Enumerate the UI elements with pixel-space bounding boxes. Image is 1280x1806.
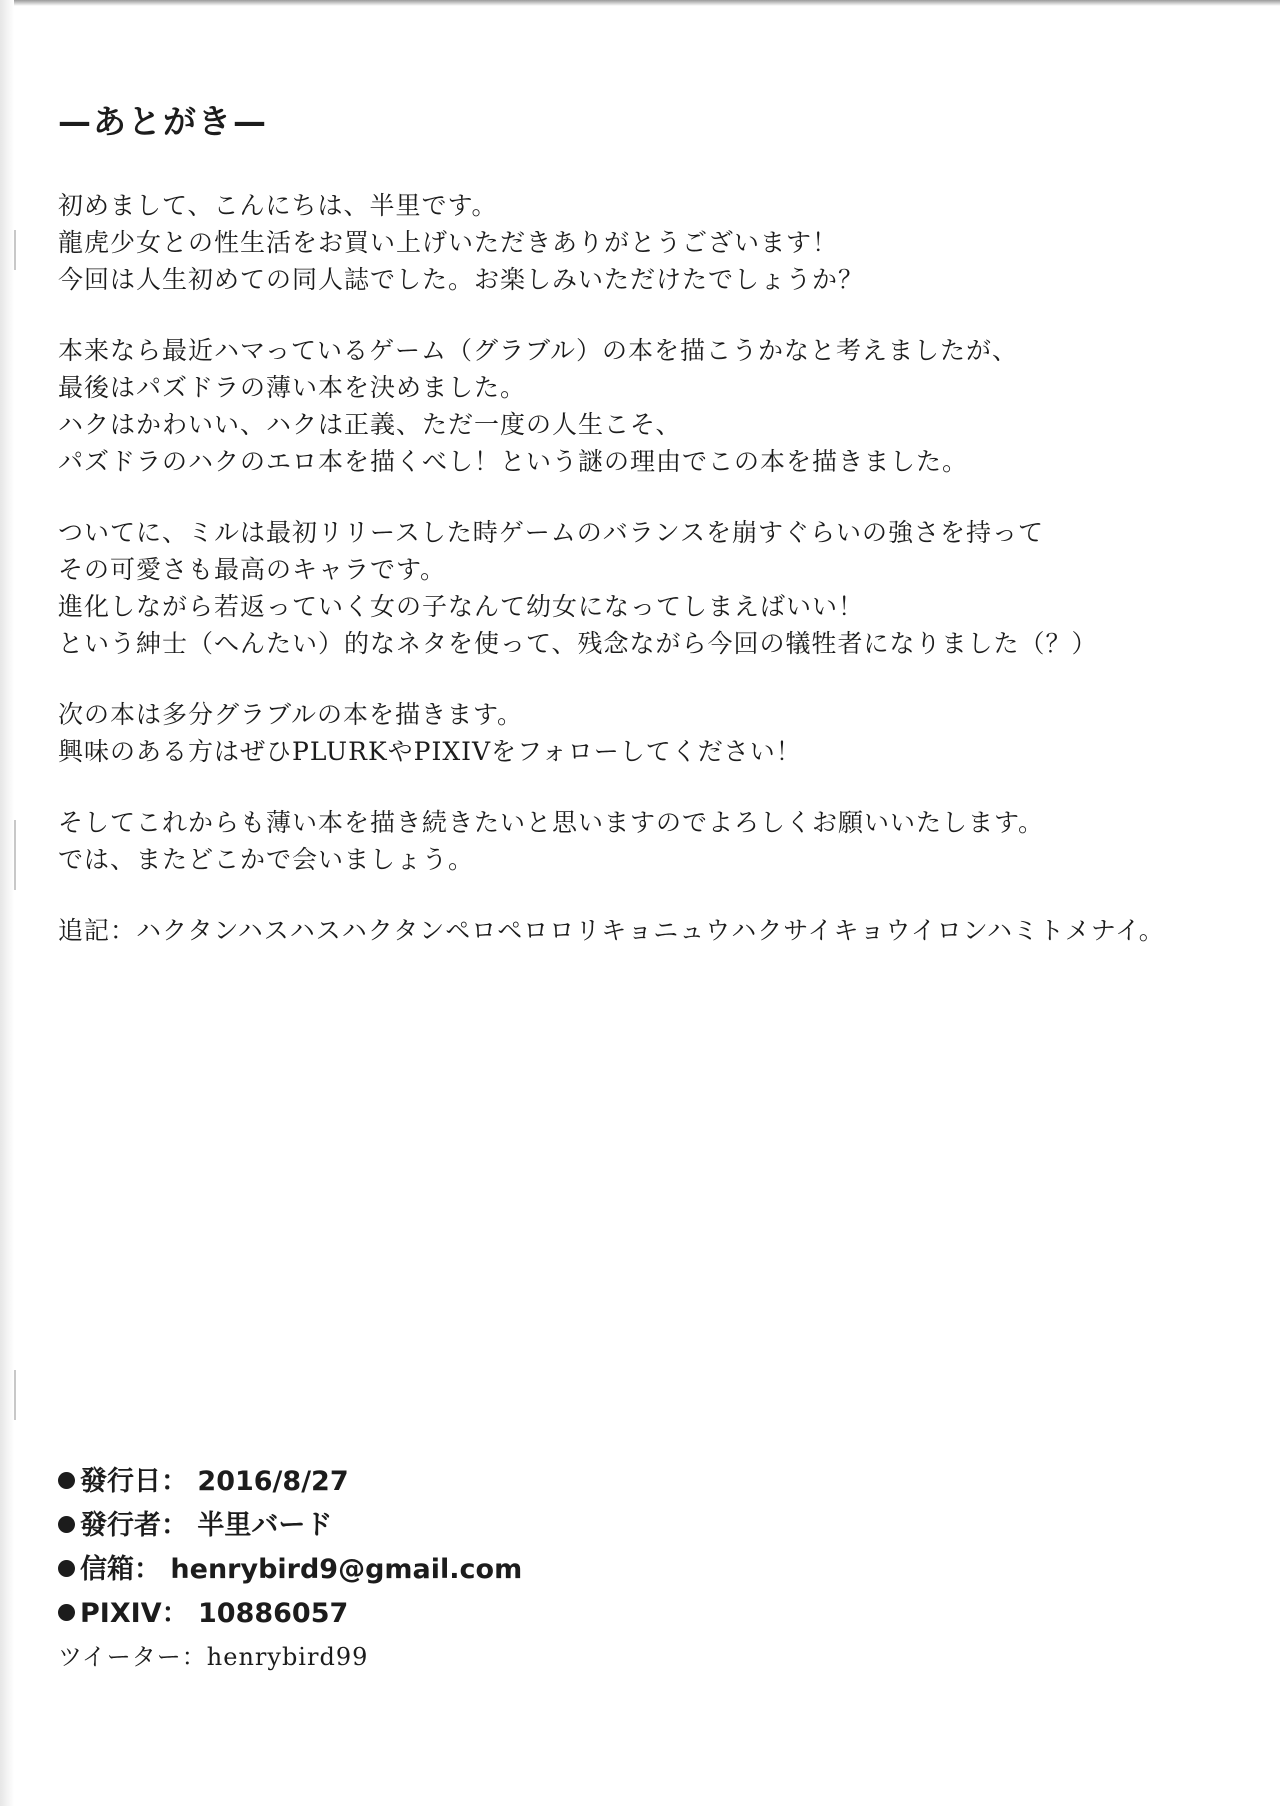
afterword-title: —あとがき—: [58, 102, 268, 141]
text-line: ついてに、ミルは最初リリースした時ゲームのバランスを崩すぐらいの強さを持って: [58, 518, 1045, 547]
text-line: 追記：ハクタンハスハスハクタンペロペロロリキョニュウハクサイキョウイロンハミトメナイ。: [58, 916, 1165, 945]
text-line: 次の本は多分グラブルの本を描きます。: [58, 700, 524, 729]
text-line: では、またどこかで会いましょう。: [58, 845, 475, 874]
text-line: 最後はパズドラの薄い本を決めました。: [58, 373, 527, 402]
afterword-section: [58, 96, 1238, 983]
email-row: [58, 1548, 758, 1592]
binding-mark: [14, 230, 26, 270]
pixiv-value: 10886057: [198, 1598, 349, 1629]
colophon: [58, 1460, 758, 1678]
text-line: その可愛さも最高のキャラです。: [58, 555, 447, 584]
text-line: 初めまして、こんにちは、半里です。: [58, 191, 498, 220]
scan-left-edge: [0, 0, 14, 1806]
bullet-icon: [58, 1560, 75, 1577]
bullet-icon: [58, 1516, 75, 1533]
text-line: 興味のある方はぜひPLURKやPIXIVをフォローしてください！: [58, 737, 802, 766]
text-line: ハクはかわいい、ハクは正義、ただ一度の人生こそ、: [58, 410, 682, 439]
publisher-label: 發行者：: [80, 1510, 188, 1541]
bullet-icon: [58, 1472, 75, 1489]
text-line: パズドラのハクのエロ本を描くべし！という謎の理由でこの本を描きました。: [58, 447, 969, 476]
publish-date-value: 2016/8/27: [197, 1466, 349, 1497]
text-line: 龍虎少女との性生活をお買い上げいただきありがとうございます！: [58, 228, 839, 257]
paragraph-farewell: [58, 804, 1238, 878]
pixiv-label: PIXIV：: [80, 1598, 189, 1629]
paragraph-motivation: [58, 332, 1238, 480]
text-line: 本来なら最近ハマっているゲーム（グラブル）の本を描こうかなと考えましたが、: [58, 336, 1019, 365]
paragraph-character: [58, 514, 1238, 662]
email-value: henrybird9@gmail.com: [170, 1554, 523, 1585]
paragraph-next-book: [58, 696, 1238, 770]
publish-date-row: [58, 1460, 758, 1504]
publish-date-label: 發行日：: [80, 1466, 188, 1497]
paragraph-greeting: [58, 187, 1238, 298]
text-line: という紳士（へんたい）的なネタを使って、残念ながら今回の犠牲者になりました（？）: [58, 629, 1098, 658]
publisher-value: 半里バード: [197, 1510, 333, 1541]
paragraph-postscript: [58, 912, 1238, 949]
binding-mark: [14, 820, 26, 890]
publisher-row: [58, 1504, 758, 1548]
binding-mark: [14, 1370, 26, 1420]
pixiv-row: [58, 1592, 758, 1636]
email-label: 信箱：: [80, 1554, 161, 1585]
scan-top-edge: [0, 0, 1280, 6]
text-line: そしてこれからも薄い本を描き続きたいと思いますのでよろしくお願いいたします。: [58, 808, 1045, 837]
bullet-icon: [58, 1604, 75, 1621]
text-line: 進化しながら若返っていく女の子なんて幼女になってしまえばいい！: [58, 592, 865, 621]
text-line: 今回は人生初めての同人誌でした。お楽しみいただけたでしょうか？: [58, 265, 865, 294]
twitter-handle: ツイーター：henrybird99: [58, 1643, 369, 1671]
